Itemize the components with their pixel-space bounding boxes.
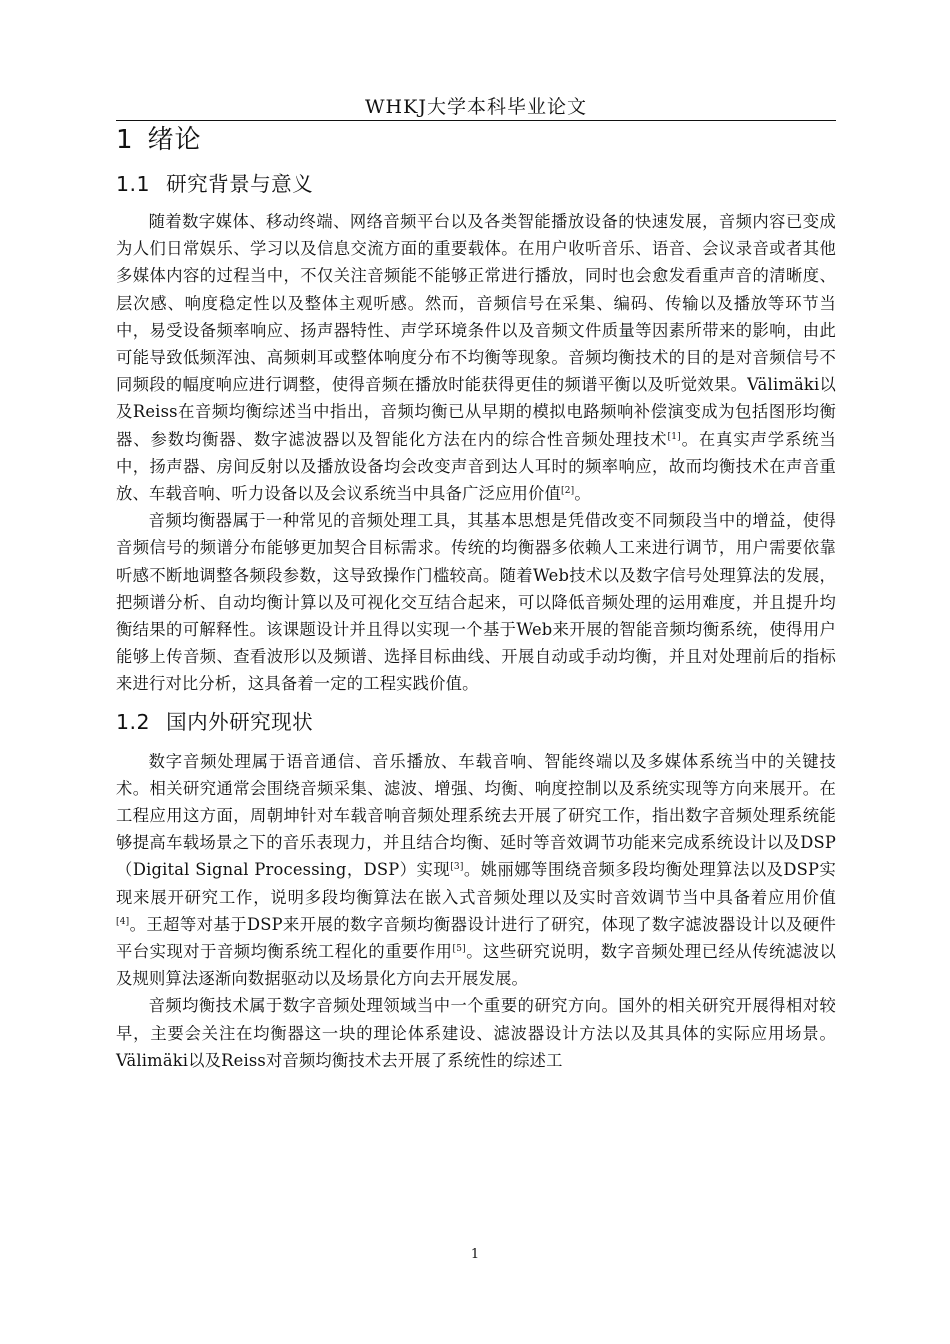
citation-ref: [1] (667, 431, 681, 442)
section-heading-1-2 (116, 708, 836, 736)
paragraph-text: 。王超等对基于DSP来开展的数字音频均衡器设计进行了研究，体现了数字滤波器设计以及硬件平台实现对于音频均衡系统工程化的重要作用 (116, 914, 836, 962)
chapter-title: 绪论 (147, 125, 202, 155)
citation-ref: [2] (561, 486, 575, 497)
body-paragraph (116, 992, 836, 1074)
paragraph-text: 随着数字媒体、移动终端、网络音频平台以及各类智能播放设备的快速发展，音频内容已变成为人们日常娱乐、学习以及信息交流方面的重要载体。在用户收听音乐、语音、会议录音或者其他多媒体内容的过程当中，不仅关注音频能不能够正常进行播放，同时也会愈发看重声音的清晰度、层次感、响度稳定性以及整体主观听感。然而，音频信号在采集、编码、传输以及播放等环节当中，易受设备频率响应、扬声器特性、声学环境条件以及音频文件质量等因素所带来的影响，由此可能导致低频浑浊、高频刺耳或整体响度分布不均衡等现象。音频均衡技术的目的是对音频信号不同频段的幅度响应进行调整，使得音频在播放时能获得更佳的频谱平衡以及听觉效果。Välimäki以及Reiss在音频均衡综述当中指出，音频均衡已从早期的模拟电路频响补偿演变成为包括图形均衡器、参数均衡器、数字滤波器以及智能化方法在内的综合性音频处理技术 (116, 212, 836, 449)
paragraph-text: 。 (574, 484, 591, 504)
section-number: 1.1 (116, 172, 151, 196)
section-title: 国内外研究现状 (166, 709, 314, 734)
citation-ref: [3] (450, 862, 464, 873)
header-rule (116, 120, 836, 121)
page-number: 1 (470, 1247, 480, 1262)
section-number: 1.2 (116, 709, 151, 734)
citation-ref: [4] (116, 916, 130, 927)
paragraph-text: 。这些研究说明，数字音频处理已经从传统滤波以及规则算法逐渐向数据驱动以及场景化方向去开展发展。 (116, 942, 836, 989)
citation-ref: [5] (452, 944, 466, 955)
body-paragraph (116, 208, 836, 507)
paragraph-text: 。姚丽娜等围绕音频多段均衡处理算法以及DSP实现来展开研究工作，说明多段均衡算法在嵌入式音频处理以及实时音效调节当中具备着应用价值 (116, 860, 837, 907)
running-header: WHKJ大学本科毕业论文 (365, 96, 587, 118)
section-title: 研究背景与意义 (166, 172, 314, 196)
paragraph-text: 数字音频处理属于语音通信、音乐播放、车载音响、智能终端以及多媒体系统当中的关键技术。相关研究通常会围绕音频采集、滤波、增强、均衡、响度控制以及系统实现等方向来展开。在工程应用这方面，周朝坤针对车载音响音频处理系统去开展了研究工作，指出数字音频处理系统能够提高车载场景之下的音乐表现力，并且结合均衡、延时等音效调节功能来完成系统设计以及DSP（Digital Signal Processing，DSP）实现 (116, 751, 836, 880)
body-paragraph (116, 507, 836, 697)
chapter-heading (116, 122, 836, 158)
page-content (116, 122, 836, 1074)
paragraph-text: 。在真实声学系统当中，扬声器、房间反射以及播放设备均会改变声音到达人耳时的频率响应，故而均衡技术在声音重放、车载音响、听力设备以及会议系统当中具备广泛应用价值 (116, 429, 836, 504)
section-heading-1-1 (116, 170, 836, 198)
body-paragraph (116, 748, 836, 993)
chapter-number: 1 (116, 125, 134, 155)
paragraph-text: 音频均衡器属于一种常见的音频处理工具，其基本思想是凭借改变不同频段当中的增益，使得音频信号的频谱分布能够更加契合目标需求。传统的均衡器多依赖人工来进行调节，用户需要依靠听感不断地调整各频段参数，这导致操作门槛较高。随着Web技术以及数字信号处理算法的发展，把频谱分析、自动均衡计算以及可视化交互结合起来，可以降低音频处理的运用难度，并且提升均衡结果的可解释性。该课题设计并且得以实现一个基于Web来开展的智能音频均衡系统，使得用户能够上传音频、查看波形以及频谱、选择目标曲线、开展自动或手动均衡，并且对处理前后的指标来进行对比分析，这具备着一定的工程实践价值。 (116, 511, 836, 694)
paragraph-text: 音频均衡技术属于数字音频处理领域当中一个重要的研究方向。国外的相关研究开展得相对较早，主要会关注在均衡器这一块的理论体系建设、滤波器设计方法以及其具体的实际应用场景。Välimäki以及Reiss对音频均衡技术去开展了系统性的综述工 (116, 996, 836, 1070)
